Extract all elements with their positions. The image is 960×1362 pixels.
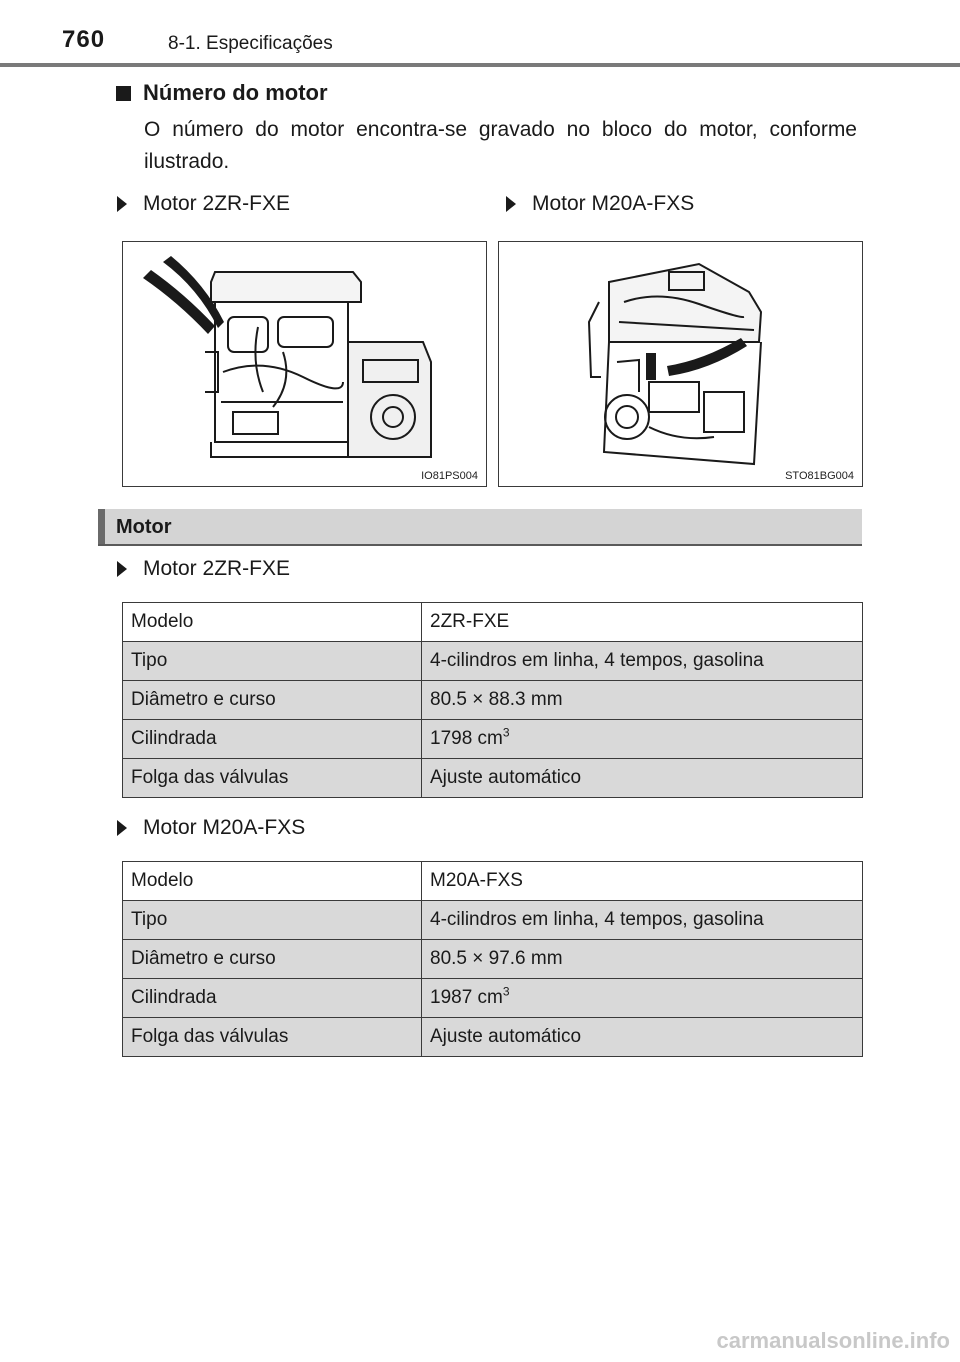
spec-value — [422, 759, 863, 798]
table-label-text: Motor 2ZR-FXE — [143, 557, 291, 580]
triangle-bullet-icon — [117, 561, 127, 577]
table-label-2zr — [117, 557, 290, 581]
spec-key: Cilindrada — [123, 979, 422, 1018]
triangle-bullet-icon — [506, 196, 516, 212]
spec-key: Modelo — [123, 603, 422, 642]
spec-value-text: Ajuste automático — [430, 1026, 582, 1047]
spec-value-sup: 3 — [502, 725, 510, 740]
subsection-body: O número do motor encontra-se gravado no bloco do motor, conforme ilustrado. — [144, 118, 857, 173]
section-title: Motor — [116, 516, 172, 538]
table-row — [123, 1018, 863, 1057]
spec-value-text: 2ZR-FXE — [430, 611, 510, 632]
figure-label-text: Motor M20A-FXS — [532, 192, 695, 215]
spec-value-text: 80.5 × 88.3 mm — [430, 689, 563, 710]
figure-label-m20a — [506, 192, 694, 216]
page-number: 760 — [62, 26, 106, 53]
spec-value-sup: 3 — [502, 984, 510, 999]
spec-value-text: 1798 cm — [430, 728, 503, 749]
figure-code: IO81PS004 — [421, 470, 478, 482]
table-row — [123, 759, 863, 798]
table-row — [123, 862, 863, 901]
spec-value-text: 4-cilindros em linha, 4 tempos, gasolina — [430, 909, 764, 930]
table-row — [123, 603, 863, 642]
subsection-heading — [116, 80, 328, 106]
spec-key: Tipo — [123, 901, 422, 940]
spec-key: Cilindrada — [123, 720, 422, 759]
page-header — [0, 0, 960, 66]
spec-value-text: M20A-FXS — [430, 870, 523, 891]
spec-value — [422, 720, 863, 759]
spec-table-2zr — [122, 602, 863, 798]
engine-2zr-illustration — [123, 242, 486, 486]
section-bar-accent — [98, 509, 105, 544]
spec-key: Modelo — [123, 862, 422, 901]
engine-m20a-illustration — [499, 242, 862, 486]
triangle-bullet-icon — [117, 820, 127, 836]
spec-value — [422, 979, 863, 1018]
section-header-bar — [98, 509, 862, 546]
spec-key: Folga das válvulas — [123, 759, 422, 798]
spec-key: Diâmetro e curso — [123, 681, 422, 720]
spec-value — [422, 1018, 863, 1057]
engine-figure-2zr — [122, 241, 487, 487]
spec-value-text: 80.5 × 97.6 mm — [430, 948, 563, 969]
figure-code: STO81BG004 — [785, 470, 854, 482]
triangle-bullet-icon — [117, 196, 127, 212]
spec-key: Folga das válvulas — [123, 1018, 422, 1057]
table-label-m20a — [117, 816, 305, 840]
spec-table-m20a — [122, 861, 863, 1057]
spec-value — [422, 603, 863, 642]
spec-value — [422, 940, 863, 979]
table-row — [123, 940, 863, 979]
watermark: carmanualsonline.info — [716, 1328, 950, 1353]
figure-label-2zr — [117, 192, 290, 216]
engine-figure-m20a — [498, 241, 863, 487]
spec-value — [422, 862, 863, 901]
header-divider — [0, 63, 960, 67]
spec-key: Diâmetro e curso — [123, 940, 422, 979]
spec-key: Tipo — [123, 642, 422, 681]
table-row — [123, 681, 863, 720]
subsection-title: Número do motor — [143, 80, 328, 105]
table-row — [123, 901, 863, 940]
spec-value-text: 4-cilindros em linha, 4 tempos, gasolina — [430, 650, 764, 671]
spec-value — [422, 901, 863, 940]
figure-label-text: Motor 2ZR-FXE — [143, 192, 291, 215]
table-row — [123, 642, 863, 681]
spec-value-text: 1987 cm — [430, 987, 503, 1008]
square-bullet-icon — [116, 86, 131, 101]
spec-value — [422, 681, 863, 720]
table-row — [123, 720, 863, 759]
spec-value — [422, 642, 863, 681]
spec-value-text: Ajuste automático — [430, 767, 582, 788]
table-label-text: Motor M20A-FXS — [143, 816, 306, 839]
section-breadcrumb: 8-1. Especificações — [168, 33, 333, 54]
table-row — [123, 979, 863, 1018]
